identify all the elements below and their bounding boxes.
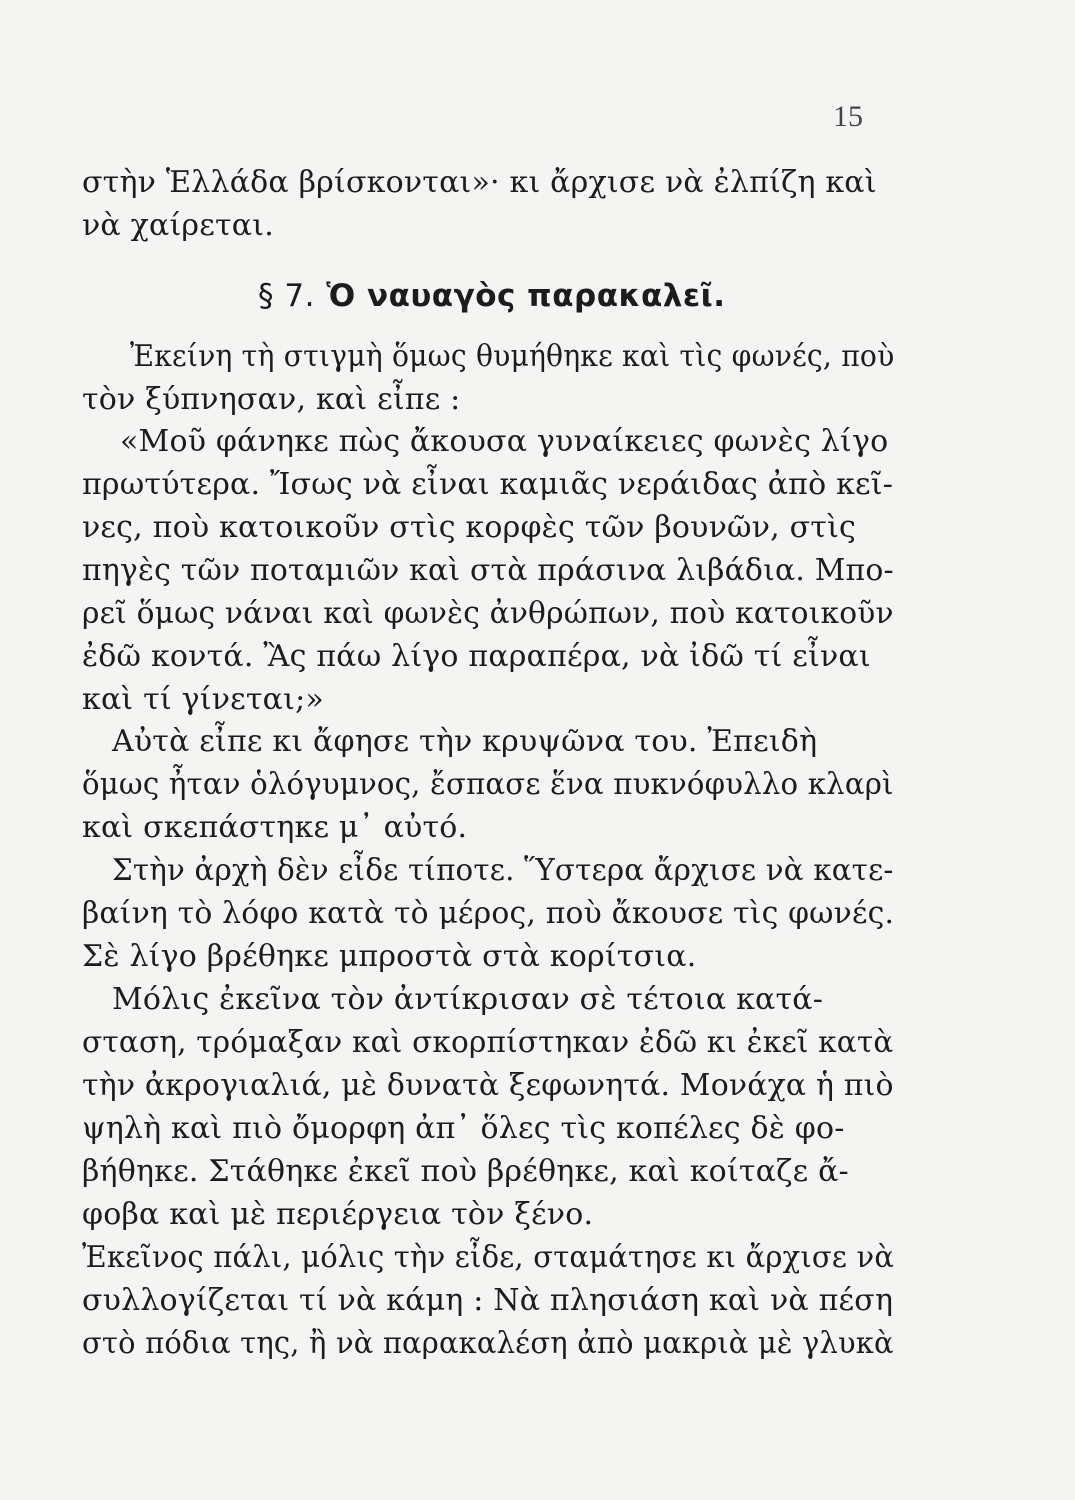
text-line: ρεῖ ὅμως νάναι καὶ φωνὲς ἀνθρώπων, ποὺ κατοικοῦν bbox=[82, 596, 894, 631]
section-heading bbox=[258, 276, 726, 316]
text-line: ψηλὴ καὶ πιὸ ὄμορφη ἀπ᾽ ὅλες τὶς κοπέλες δὲ φο- bbox=[82, 1111, 845, 1146]
text-line: Στὴν ἀρχὴ δὲν εἶδε τίποτε. Ὕστερα ἄρχισε νὰ κατε- bbox=[112, 853, 894, 888]
text-line: στὸ πόδια της, ἢ νὰ παρακαλέση ἀπὸ μακριὰ μὲ γλυκὰ bbox=[82, 1326, 894, 1361]
text-line: τὸν ξύπνησαν, καὶ εἶπε : bbox=[82, 382, 461, 417]
section-title: Ὁ ναυαγὸς παρακαλεῖ. bbox=[326, 278, 726, 314]
text-line: πηγὲς τῶν ποταμιῶν καὶ στὰ πράσινα λιβάδια. Μπο- bbox=[82, 553, 894, 588]
text-line: ὅμως ἦταν ὁλόγυμνος, ἔσπασε ἕνα πυκνόφυλλο κλαρὶ bbox=[82, 767, 894, 802]
text-line: Ἐκείνη τὴ στιγμὴ ὅμως θυμήθηκε καὶ τὶς φωνές, ποὺ bbox=[130, 339, 895, 374]
text-line: νὰ χαίρεται. bbox=[82, 208, 274, 243]
text-line: σταση, τρόμαξαν καὶ σκορπίστηκαν ἐδῶ κι ἐκεῖ κατὰ bbox=[82, 1025, 894, 1060]
text-line: «Μοῦ φάνηκε πὼς ἄκουσα γυναίκειες φωνὲς λίγο bbox=[120, 424, 889, 459]
text-line: βαίνη τὸ λόφο κατὰ τὸ μέρος, ποὺ ἄκουσε τὶς φωνές. bbox=[82, 896, 895, 931]
text-line: Μόλις ἐκεῖνα τὸν ἀντίκρισαν σὲ τέτοια κατά- bbox=[112, 982, 824, 1017]
text-line: νες, ποὺ κατοικοῦν στὶς κορφὲς τῶν βουνῶν, στὶς bbox=[82, 510, 857, 545]
text-line: Σὲ λίγο βρέθηκε μπροστὰ στὰ κορίτσια. bbox=[82, 939, 697, 974]
text-line: βήθηκε. Στάθηκε ἐκεῖ ποὺ βρέθηκε, καὶ κοίταζε ἄ- bbox=[82, 1154, 849, 1189]
text-line: πρωτύτερα. Ἴσως νὰ εἶναι καμιᾶς νεράιδας ἀπὸ κεῖ- bbox=[82, 467, 894, 502]
section-number: § 7. bbox=[258, 278, 315, 314]
text-line: καὶ τί γίνεται;» bbox=[82, 682, 324, 717]
text-line: Αὐτὰ εἶπε κι ἄφησε τὴν κρυψῶνα του. Ἐπειδὴ bbox=[112, 724, 818, 759]
text-line: τὴν ἀκρογιαλιά, μὲ δυνατὰ ξεφωνητά. Μονάχα ἡ πιὸ bbox=[82, 1068, 894, 1103]
text-line: καὶ σκεπάστηκε μ᾽ αὐτό. bbox=[82, 810, 468, 845]
text-line: φοβα καὶ μὲ περιέργεια τὸν ξένο. bbox=[82, 1197, 594, 1232]
text-line: ἐδῶ κοντά. Ἂς πάω λίγο παραπέρα, νὰ ἰδῶ τί εἶναι bbox=[82, 639, 871, 674]
text-line: Ἐκεῖνος πάλι, μόλις τὴν εἶδε, σταμάτησε κι ἄρχισε νὰ bbox=[82, 1240, 895, 1275]
text-line: στὴν Ἑλλάδα βρίσκονται»· κι ἄρχισε νὰ ἐλπίζη καὶ bbox=[82, 165, 877, 200]
text-line: συλλογίζεται τί νὰ κάμη : Νὰ πλησιάση καὶ νὰ πέση bbox=[82, 1283, 894, 1318]
page-number: 15 bbox=[833, 100, 863, 133]
